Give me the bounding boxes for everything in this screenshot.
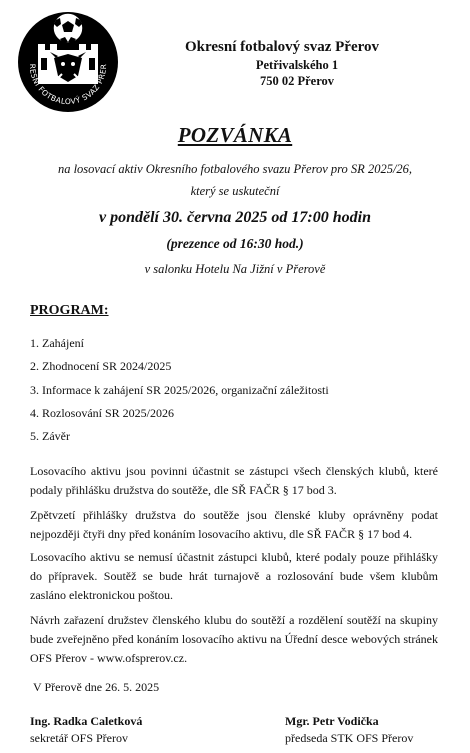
paragraph-withdrawal: Zpětvzetí přihlášky družstva do soutěže jsou členské kluby oprávněny podat nejpozději čtyři dny před konáním losovacího aktivu, dle SŘ FAČR § 17 bod 4.: [30, 508, 438, 542]
signatory-role: předseda STK OFS Přerov: [285, 731, 414, 745]
org-street: Petřivalského 1: [255, 58, 339, 72]
logo-ring-text: RESNÍ FOTBALOVÝ SVAZ PŘER: [27, 63, 109, 107]
place-and-date: V Přerově dne 26. 5. 2025: [33, 680, 160, 694]
org-name: Okresní fotbalový svaz Přerov: [184, 39, 379, 55]
signature-right: [285, 713, 413, 747]
event-date: v pondělí 30. června 2025 od 17:00 hodin: [99, 209, 371, 226]
program-item: 3. Informace k zahájení SR 2025/2026, organizační záležitosti: [30, 382, 329, 397]
program-item: 1. Zahájení: [30, 336, 84, 350]
ofs-logo: [12, 6, 124, 114]
program-title: PROGRAM:: [30, 303, 109, 318]
signatory-name: Ing. Radka Caletková: [30, 714, 143, 728]
program-item: 4. Rozlosování SR 2025/2026: [30, 405, 175, 420]
paragraph-publication: Návrh zařazení družstev členského klubu do soutěží a rozdělení soutěží na skupiny bude zveřejněno před konáním losovacího aktivu na Úřední desce webových stránek OFS Přerov - www.ofsprerov.cz.: [30, 613, 438, 666]
program-item: 2. Zhodnocení SR 2024/2025: [30, 359, 172, 374]
presence-time: (prezence od 16:30 hod.): [166, 236, 304, 251]
paragraph-youth-teams: Losovacího aktivu se nemusí účastnit zástupci klubů, které podaly pouze přihlášky do přípravek. Soutěž se bude hrát turnajově a rozlosování bude všem klubům zasláno elektronickou poštou.: [30, 550, 438, 603]
program-list: [30, 332, 329, 448]
program-item: 5. Závěr: [30, 429, 70, 444]
signatory-name: Mgr. Petr Vodička: [285, 714, 379, 728]
invitation-line-2: který se uskuteční: [190, 184, 280, 198]
event-place: v salonku Hotelu Na Jižní v Přerově: [144, 262, 326, 276]
organization-header: [150, 38, 414, 89]
invitation-line-1: na losovací aktiv Okresního fotbalového svazu Přerov pro SR 2025/26,: [57, 162, 413, 176]
org-city: 750 02 Přerov: [259, 74, 335, 88]
signature-left: [30, 713, 142, 747]
signatory-role: sekretář OFS Přerov: [30, 731, 128, 745]
document-title: POZVÁNKA: [177, 123, 293, 147]
paragraph-attendance: Losovacího aktivu jsou povinni účastnit se zástupci všech členských klubů, které podaly přihlášku družstva do soutěže, dle SŘ FAČR § 17 bod 3.: [30, 464, 438, 498]
